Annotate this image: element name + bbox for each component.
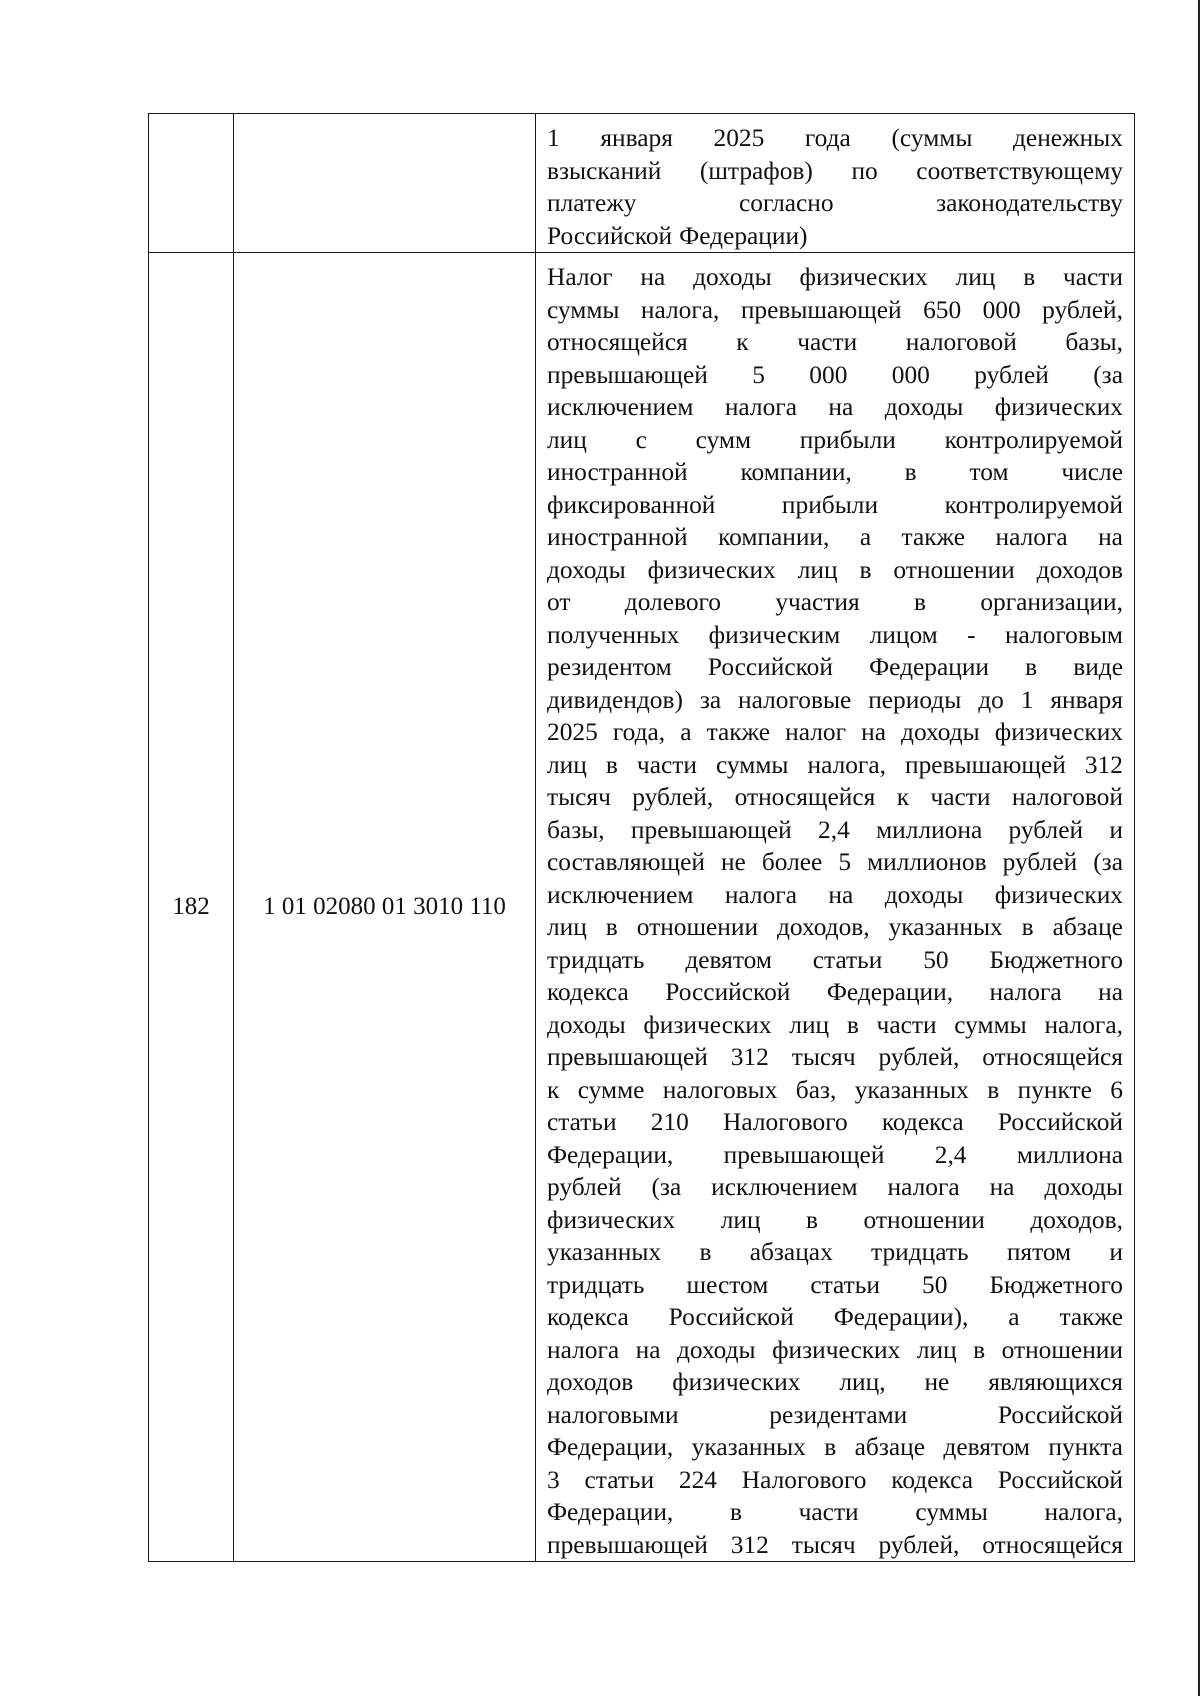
- text-line: составляющей не более 5 миллионов рублей (за: [547, 848, 1123, 876]
- description-cell: [536, 114, 1135, 253]
- text-line: 1 января 2025 года (суммы денежных: [547, 124, 1123, 152]
- kbk-code-cell: [234, 114, 536, 253]
- text-line: фиксированной прибыли контролируемой: [547, 490, 1123, 519]
- text-line: указанных в абзацах тридцать пятом и: [547, 1238, 1123, 1266]
- text-line: доходы физических лиц в отношении доходов: [547, 555, 1123, 584]
- text-line: налоговыми резидентами Российской: [547, 1400, 1123, 1429]
- text-line: от долевого участия в организации,: [547, 588, 1123, 616]
- text-line: Федерации, в части суммы налога,: [547, 1498, 1123, 1526]
- text-line: Федерации, превышающей 2,4 миллиона: [547, 1140, 1123, 1169]
- text-line: Налог на доходы физических лиц в части: [547, 263, 1123, 291]
- text-line: 3 статьи 224 Налогового кодекса Российской: [547, 1465, 1123, 1494]
- text-line: кодекса Российской Федерации, налога на: [547, 978, 1123, 1006]
- text-line: платежу согласно законодательству: [547, 189, 1123, 217]
- text-line: Российской Федерации): [547, 221, 808, 250]
- text-line: исключением налога на доходы физических: [547, 393, 1123, 421]
- text-line: доходы физических лиц в части суммы налога,: [547, 1010, 1123, 1039]
- text-line: превышающей 312 тысяч рублей, относящейся: [547, 1043, 1123, 1071]
- text-line: лиц с сумм прибыли контролируемой: [547, 425, 1123, 454]
- budget-classification-table: [148, 113, 1135, 1562]
- text-line: тридцать девятом статьи 50 Бюджетного: [547, 945, 1123, 974]
- text-line: статьи 210 Налогового кодекса Российской: [547, 1108, 1123, 1136]
- kbk-code-cell: 1 01 02080 01 3010 110: [234, 253, 536, 1562]
- table-row: [149, 253, 1135, 1562]
- text-line: базы, превышающей 2,4 миллиона рублей и: [547, 815, 1123, 844]
- text-line: Федерации, указанных в абзаце девятом пункта: [547, 1433, 1123, 1461]
- description-text: [547, 122, 1123, 252]
- text-line: тысяч рублей, относящейся к части налоговой: [547, 783, 1123, 811]
- text-line: лиц в отношении доходов, указанных в абзаце: [547, 913, 1123, 941]
- text-line: доходов физических лиц, не являющихся: [547, 1368, 1123, 1396]
- text-line: физических лиц в отношении доходов,: [547, 1205, 1123, 1234]
- text-line: превышающей 5 000 000 рублей (за: [547, 360, 1123, 389]
- text-line: к сумме налоговых баз, указанных в пункте 6: [547, 1075, 1123, 1104]
- description-text: [547, 261, 1123, 1561]
- text-line: превышающей 312 тысяч рублей, относящейся: [547, 1530, 1123, 1559]
- admin-code-cell: 182: [149, 253, 234, 1562]
- text-line: суммы налога, превышающей 650 000 рублей,: [547, 295, 1123, 324]
- text-line: дивидендов) за налоговые периоды до 1 января: [547, 685, 1123, 714]
- text-line: относящейся к части налоговой базы,: [547, 328, 1123, 356]
- text-line: кодекса Российской Федерации), а также: [547, 1303, 1123, 1331]
- text-line: налога на доходы физических лиц в отношении: [547, 1335, 1123, 1364]
- text-line: исключением налога на доходы физических: [547, 880, 1123, 909]
- text-line: полученных физическим лицом - налоговым: [547, 620, 1123, 649]
- text-line: иностранной компании, в том числе: [547, 458, 1123, 486]
- text-line: лиц в части суммы налога, превышающей 312: [547, 750, 1123, 779]
- text-line: резидентом Российской Федерации в виде: [547, 653, 1123, 681]
- text-line: рублей (за исключением налога на доходы: [547, 1173, 1123, 1201]
- text-line: взысканий (штрафов) по соответствующему: [547, 156, 1123, 185]
- description-cell: [536, 253, 1135, 1562]
- text-line: иностранной компании, а также налога на: [547, 523, 1123, 551]
- text-line: 2025 года, а также налог на доходы физических: [547, 718, 1123, 746]
- table-row: [149, 114, 1135, 253]
- admin-code-cell: [149, 114, 234, 253]
- text-line: тридцать шестом статьи 50 Бюджетного: [547, 1270, 1123, 1299]
